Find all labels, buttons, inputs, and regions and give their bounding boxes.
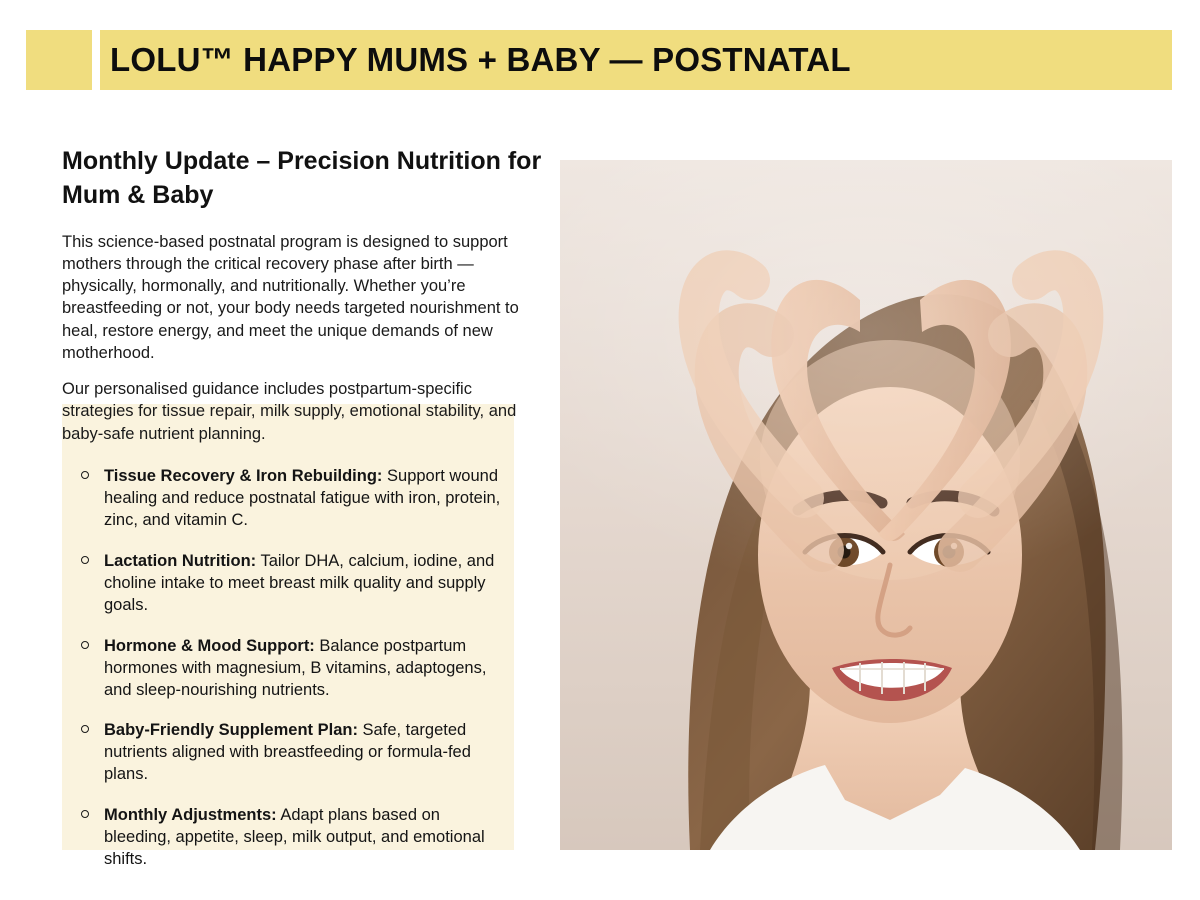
- header-banner-notch: [92, 30, 100, 90]
- intro-paragraph-1: This science-based postnatal program is designed to support mothers through the critical recovery phase after birth — physically, hormonally, and nutritionally. Whether you’re breastfeeding or not, your body needs targeted nourishment to heal, restore energy, and meet the unique demands of new motherhood.: [62, 232, 519, 362]
- list-item-text: Adapt plans based on bleeding, appetite, sleep, milk output, and emotional shifts.: [104, 806, 485, 869]
- list-item-lead: Monthly Adjustments:: [104, 806, 277, 825]
- list-item-lead: Baby-Friendly Supplement Plan:: [104, 721, 358, 740]
- list-item: [78, 805, 508, 871]
- list-item: [78, 466, 508, 532]
- hero-photo: [560, 160, 1172, 850]
- list-item: [78, 720, 508, 786]
- feature-bullet-list: [78, 466, 508, 871]
- list-item-text: Tailor DHA, calcium, iodine, and choline intake to meet breast milk quality and supply goals.: [104, 551, 495, 614]
- list-item-text: Balance postpartum hormones with magnesium, B vitamins, adaptogens, and sleep-nourishing nutrients.: [104, 636, 487, 699]
- intro-paragraph-2: Our personalised guidance includes postpartum-specific strategies for tissue repair, milk supply, emotional stability, and baby-safe nutrient planning.: [62, 380, 517, 443]
- circle-bullet-icon: [81, 810, 89, 818]
- page-title: LOLU™ HAPPY MUMS + BABY — POSTNATAL: [110, 41, 851, 78]
- circle-bullet-icon: [81, 556, 89, 564]
- list-item-lead: Lactation Nutrition:: [104, 551, 257, 570]
- list-item-lead: Hormone & Mood Support:: [104, 636, 315, 655]
- circle-bullet-icon: [81, 641, 89, 649]
- list-item-text: Safe, targeted nutrients aligned with breastfeeding or formula-fed plans.: [104, 721, 471, 784]
- circle-bullet-icon: [81, 725, 89, 733]
- list-item: [78, 551, 508, 617]
- list-item-lead: Tissue Recovery & Iron Rebuilding:: [104, 467, 383, 485]
- left-content-column: [62, 145, 562, 459]
- circle-bullet-icon: [81, 471, 89, 479]
- list-item: [78, 636, 508, 702]
- section-title: Monthly Update – Precision Nutrition for Mum & Baby: [62, 147, 542, 209]
- list-item-text: Support wound healing and reduce postnatal fatigue with iron, protein, zinc, and vitamin C.: [104, 467, 501, 529]
